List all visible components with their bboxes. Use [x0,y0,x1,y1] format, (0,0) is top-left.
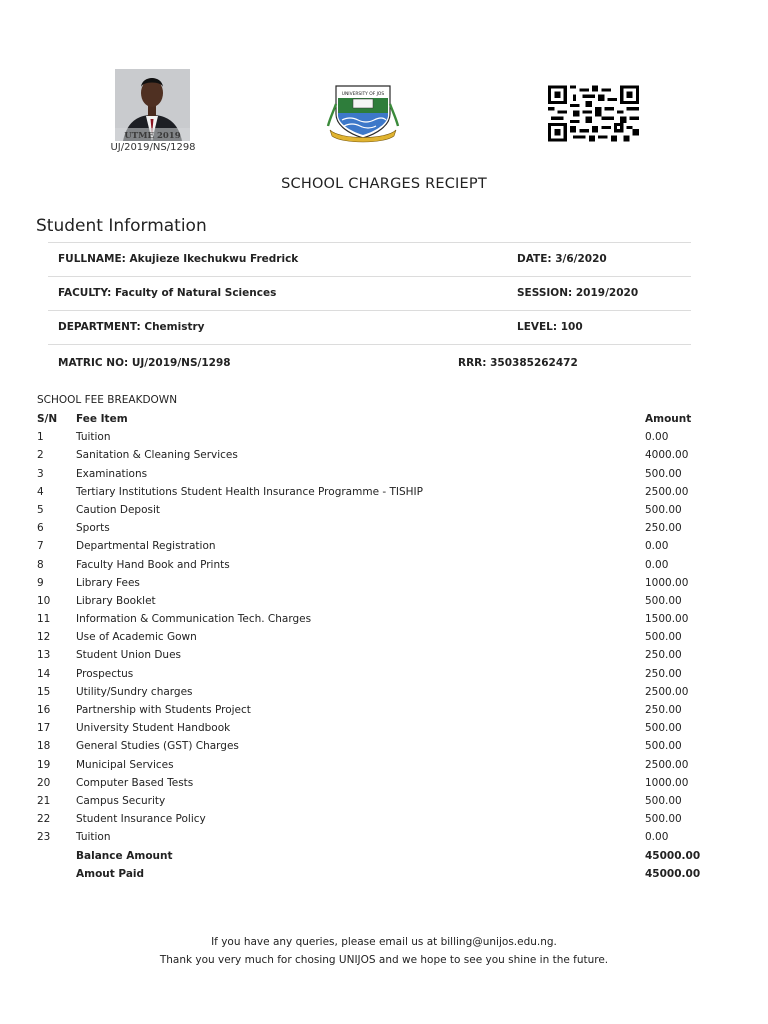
fee-amount: 500.00 [645,813,682,826]
table-row [37,574,707,592]
fee-item: Tuition [76,431,111,444]
fee-item: University Student Handbook [76,722,231,735]
fee-breakdown-heading: SCHOOL FEE BREAKDOWN [37,394,178,406]
fee-amount: 250.00 [645,667,682,680]
table-row [37,701,707,719]
fee-sn: 4 [37,485,44,498]
crest-text: UNIVERSITY OF JOS [341,92,385,97]
paid-value: 45000.00 [645,867,701,880]
fee-sn: 2 [37,449,44,462]
fee-item: Tertiary Institutions Student Health Insurance Programme - TISHIP [76,485,423,498]
column-header-amount: Amount [645,413,692,425]
session-field: SESSION: 2019/2020 [517,287,639,299]
balance-row [37,847,707,865]
fee-item: Computer Based Tests [76,776,194,789]
table-row [37,483,707,501]
table-row [37,428,707,446]
table-row [37,683,707,701]
fee-item: Information & Communication Tech. Charges [76,613,312,626]
fee-amount: 1000.00 [645,776,689,789]
table-row [37,465,707,483]
rrr-field: RRR: 350385262472 [458,357,578,369]
photo-stamp: UTME 2019 [124,131,181,141]
fee-table-header [37,410,707,428]
balance-label: Balance Amount [76,849,173,862]
fee-amount: 1000.00 [645,576,689,589]
fee-amount: 500.00 [645,594,682,607]
fee-sn: 22 [37,813,51,826]
fee-sn: 17 [37,722,51,735]
table-row [37,792,707,810]
qr-code-icon [548,85,639,142]
fee-sn: 9 [37,576,44,589]
fee-item: Municipal Services [76,758,174,771]
fee-item: Prospectus [76,667,134,680]
fee-sn: 5 [37,503,44,516]
fee-sn: 14 [37,667,51,680]
table-row [37,519,707,537]
fee-amount: 0.00 [645,558,669,571]
table-row [37,646,707,664]
department-field: DEPARTMENT: Chemistry [58,321,205,333]
fee-amount: 0.00 [645,431,669,444]
photo-matric-caption: UJ/2019/NS/1298 [110,142,196,153]
paid-row [37,865,707,883]
fee-sn: 6 [37,522,44,535]
fee-sn: 13 [37,649,51,662]
fee-item: Faculty Hand Book and Prints [76,558,230,571]
fee-item: Sports [76,522,110,535]
fee-amount: 2500.00 [645,758,689,771]
fee-amount: 500.00 [645,467,682,480]
fee-sn: 19 [37,758,51,771]
university-crest-icon [326,80,400,144]
fee-amount: 250.00 [645,649,682,662]
info-row-faculty [48,276,691,311]
fee-table [37,410,707,883]
fee-item: Caution Deposit [76,503,161,516]
table-row [37,446,707,464]
fee-amount: 2500.00 [645,685,689,698]
table-row [37,737,707,755]
fee-amount: 250.00 [645,704,682,716]
table-row [37,756,707,774]
balance-value: 45000.00 [645,849,701,862]
fee-item: Library Fees [76,576,140,589]
fee-amount: 500.00 [645,631,682,644]
fee-item: Sanitation & Cleaning Services [76,449,238,462]
fee-amount: 4000.00 [645,449,689,462]
table-row [37,774,707,792]
table-row [37,828,707,846]
fee-sn: 8 [37,558,44,571]
student-info-heading: Student Information [36,216,207,236]
fee-item: Student Insurance Policy [76,813,206,826]
column-header-fee-item: Fee Item [76,413,128,425]
column-header-sn: S/N [37,413,58,425]
fee-item: General Studies (GST) Charges [76,740,239,753]
table-row [37,537,707,555]
fee-item: Examinations [76,467,148,480]
fee-sn: 18 [37,740,51,753]
fee-sn: 12 [37,631,51,644]
fee-sn: 11 [37,613,51,626]
level-field: LEVEL: 100 [517,321,583,333]
info-row-department [48,310,691,345]
fee-amount: 500.00 [645,503,682,516]
fee-sn: 15 [37,685,51,698]
table-row [37,628,707,646]
fee-sn: 7 [37,540,44,553]
fee-item: Tuition [76,831,111,844]
table-row [37,665,707,683]
fee-amount: 0.00 [645,831,669,844]
fee-sn: 1 [37,431,44,444]
fee-sn: 20 [37,776,51,789]
faculty-field: FACULTY: Faculty of Natural Sciences [58,287,277,299]
info-row-name [48,242,691,277]
fee-amount: 500.00 [645,740,682,753]
fee-sn: 3 [37,467,44,480]
fee-item: Departmental Registration [76,540,216,553]
fee-sn: 21 [37,794,51,807]
fee-amount: 1500.00 [645,613,689,626]
fee-amount: 2500.00 [645,485,689,498]
fee-sn: 10 [37,594,51,607]
fee-sn: 23 [37,831,51,844]
fee-item: Utility/Sundry charges [76,685,193,698]
fee-item: Use of Academic Gown [76,631,197,644]
matric-field: MATRIC NO: UJ/2019/NS/1298 [58,357,231,369]
fee-amount: 500.00 [645,722,682,735]
date-field: DATE: 3/6/2020 [517,253,607,265]
table-row [37,719,707,737]
fee-sn: 16 [37,704,51,716]
info-row-matric [48,344,691,379]
table-row [37,592,707,610]
fee-item: Partnership with Students Project [76,704,251,716]
paid-label: Amout Paid [76,867,145,880]
footer-contact-line: If you have any queries, please email us at billing@unijos.edu.ng. [211,936,557,948]
fee-amount: 250.00 [645,522,682,535]
table-row [37,610,707,628]
table-row [37,556,707,574]
fullname-field: FULLNAME: Akujieze Ikechukwu Fredrick [58,253,299,265]
footer-thanks-line: Thank you very much for chosing UNIJOS and we hope to see you shine in the future. [159,954,609,966]
receipt-title: SCHOOL CHARGES RECIEPT [281,176,487,192]
table-row [37,810,707,828]
fee-item: Student Union Dues [76,649,182,662]
student-photo [115,69,190,141]
fee-item: Library Booklet [76,594,156,607]
fee-amount: 500.00 [645,794,682,807]
table-row [37,501,707,519]
fee-amount: 0.00 [645,540,669,553]
fee-item: Campus Security [76,794,166,807]
